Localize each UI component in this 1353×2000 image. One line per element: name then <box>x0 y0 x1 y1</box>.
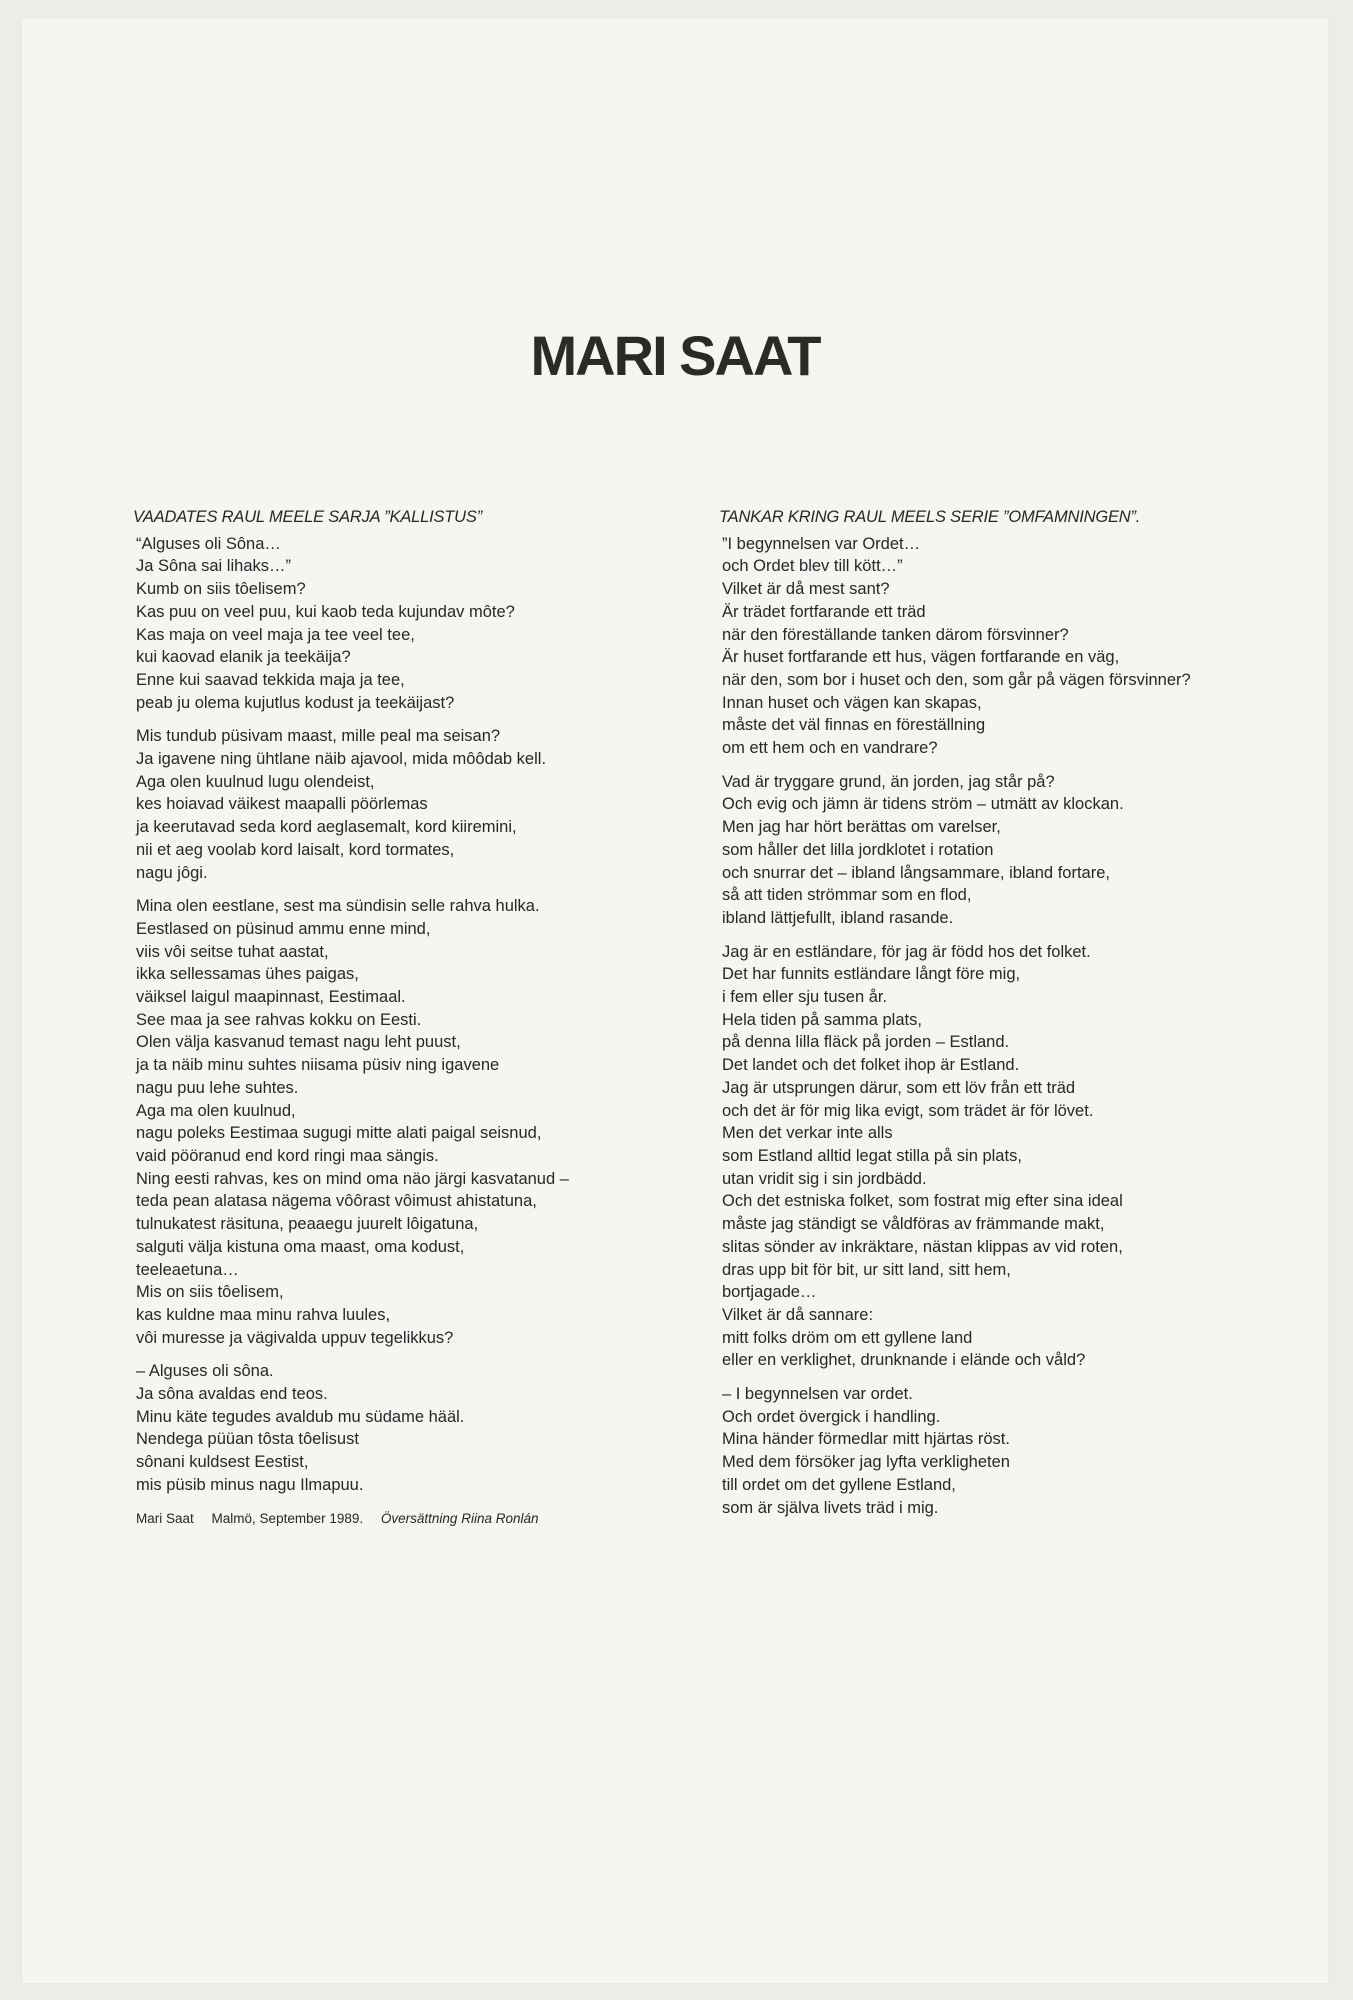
poem-line: ibland lättjefullt, ibland rasande. <box>722 908 954 927</box>
poem-line: kes hoiavad väikest maapalli pöörlemas <box>136 795 428 814</box>
poem-line: Med dem försöker jag lyfta verkligheten <box>722 1453 1010 1472</box>
poem-line: Är huset fortfarande ett hus, vägen fortfarande en väg, <box>722 648 1120 667</box>
poem-line: Vad är tryggare grund, än jorden, jag står på? <box>722 772 1055 791</box>
poem-line: sônani kuldsest Eestist, <box>136 1453 309 1472</box>
poem-line: Jag är utsprungen därur, som ett löv från ett träd <box>722 1078 1076 1097</box>
poem-line: Är trädet fortfarande ett träd <box>722 602 926 621</box>
poem-line: bortjagade… <box>722 1283 817 1302</box>
poem-line: ikka sellessamas ühes paigas, <box>136 965 359 984</box>
poem-line: See maa ja see rahvas kokku on Eesti. <box>136 1010 422 1029</box>
poem-line: nagu jôgi. <box>136 863 208 882</box>
poem-line: Enne kui saavad tekkida maja ja tee, <box>136 670 405 689</box>
poem-line: Det har funnits estländare långt före mig, <box>722 965 1021 984</box>
poem-line: Ning eesti rahvas, kes on mind oma näo järgi kasvatanud – <box>136 1169 569 1188</box>
poem-line: nagu puu lehe suhtes. <box>136 1078 299 1097</box>
poem-line: om ett hem och en vandrare? <box>722 739 938 758</box>
poem-line: viis vôi seitse tuhat aastat, <box>136 942 329 961</box>
poem-line: peab ju olema kujutlus kodust ja teekäijast? <box>136 693 455 712</box>
poem-line: Vilket är då mest sant? <box>722 580 890 599</box>
estonian-poem <box>133 506 696 1530</box>
poem-line: – I begynnelsen var ordet. <box>722 1385 913 1404</box>
poem-line: nagu poleks Eestimaa sugugi mitte alati paigal seisnud, <box>136 1124 542 1143</box>
poem-line: kui kaovad elanik ja teekäija? <box>136 648 351 667</box>
poem-line: mitt folks dröm om ett gyllene land <box>722 1328 973 1347</box>
poem-line: Kas maja on veel maja ja tee veel tee, <box>136 625 415 644</box>
poem-line: Aga olen kuulnud lugu olendeist, <box>136 772 375 791</box>
poem-line: Och ordet övergick i handling. <box>722 1407 941 1426</box>
stanza <box>722 771 1302 930</box>
poem-line: Ja Sôna sai lihaks…” <box>136 557 291 576</box>
poem-line: Men det verkar inte alls <box>722 1124 893 1143</box>
poem-line: när den föreställande tanken därom försvinner? <box>722 625 1069 644</box>
poem-line: eller en verklighet, drunknande i elände och våld? <box>722 1351 1086 1370</box>
poem-line: ja keerutavad seda kord aeglasemalt, kord kiiremini, <box>136 818 517 837</box>
poem-line: tulnukatest räsituna, peaaegu juurelt lôigatuna, <box>136 1215 479 1234</box>
poem-line: Vilket är då sannare: <box>722 1305 874 1324</box>
poem-line: Och evig och jämn är tidens ström – utmätt av klockan. <box>722 795 1124 814</box>
poem-line: dras upp bit för bit, ur sitt land, sitt hem, <box>722 1260 1011 1279</box>
swedish-poem-title: TANKAR KRING RAUL MEELS SERIE ”OMFAMNINGEN”. <box>719 508 1141 526</box>
stanza <box>136 725 696 884</box>
poem-line: och Ordet blev till kött…” <box>722 557 903 576</box>
stanza <box>722 533 1302 760</box>
stanza <box>136 895 696 1349</box>
poem-line: Men jag har hört berättas om varelser, <box>722 818 1001 837</box>
credit-place-date: Malmö, September 1989. <box>211 1510 364 1526</box>
poem-line: Ja igavene ning ühtlane näib ajavool, mida môôdab kell. <box>136 750 547 769</box>
poem-line: utan vridit sig i sin jordbädd. <box>722 1169 927 1188</box>
poem-line: som håller det lilla jordklotet i rotation <box>722 840 994 859</box>
poem-credit <box>136 1508 696 1531</box>
stanza <box>136 533 696 715</box>
stanza <box>136 1360 696 1496</box>
poem-line: så att tiden strömmar som en flod, <box>722 886 972 905</box>
poem-line: Hela tiden på samma plats, <box>722 1010 922 1029</box>
poem-line: Aga ma olen kuulnud, <box>136 1101 296 1120</box>
poem-line: Eestlased on püsinud ammu enne mind, <box>136 919 431 938</box>
poem-line: nii et aeg voolab kord laisalt, kord tormates, <box>136 840 455 859</box>
poem-line: Kas puu on veel puu, kui kaob teda kujundav môte? <box>136 602 515 621</box>
estonian-poem-body <box>136 533 696 1497</box>
poem-line: teeleaetuna… <box>136 1260 239 1279</box>
poem-line: som är själva livets träd i mig. <box>722 1498 939 1517</box>
poem-line: “Alguses oli Sôna… <box>136 534 281 553</box>
poem-line: Mina olen eestlane, sest ma sündisin selle rahva hulka. <box>136 897 540 916</box>
poem-line: Mina händer förmedlar mitt hjärtas röst. <box>722 1430 1010 1449</box>
poem-line: väiksel laigul maapinnast, Eestimaal. <box>136 988 406 1007</box>
poem-line: Jag är en estländare, för jag är född hos det folket. <box>722 942 1091 961</box>
credit-translation: Översättning Riina Ronlán <box>380 1510 539 1526</box>
poem-line: vôi muresse ja vägivalda uppuv tegelikkus? <box>136 1328 454 1347</box>
paper-sheet <box>22 18 1328 1983</box>
poem-line: i fem eller sju tusen år. <box>722 988 888 1007</box>
poem-line: ”I begynnelsen var Ordet… <box>722 534 921 553</box>
poem-line: när den, som bor i huset och den, som går på vägen försvinner? <box>722 670 1191 689</box>
poem-line: och det är för mig lika evigt, som trädet är för lövet. <box>722 1101 1094 1120</box>
poem-line: salguti välja kistuna oma maast, oma kodust, <box>136 1237 465 1256</box>
swedish-poem-body <box>722 533 1302 1520</box>
poem-line: Och det estniska folket, som fostrat mig efter sina ideal <box>722 1192 1123 1211</box>
poem-line: Mis on siis tôelisem, <box>136 1283 284 1302</box>
poem-line: vaid pööranud end kord ringi maa sängis. <box>136 1146 439 1165</box>
poem-line: Innan huset och vägen kan skapas, <box>722 693 982 712</box>
poem-line: – Alguses oli sôna. <box>136 1362 274 1381</box>
poem-line: Minu käte tegudes avaldub mu südame hääl. <box>136 1407 465 1426</box>
poem-line: på denna lilla fläck på jorden – Estland. <box>722 1033 1010 1052</box>
poem-line: måste jag ständigt se våldföras av främmande makt, <box>722 1215 1105 1234</box>
poem-line: Olen välja kasvanud temast nagu leht puust, <box>136 1033 461 1052</box>
credit-author: Mari Saat <box>136 1510 194 1526</box>
estonian-poem-title: VAADATES RAUL MEELE SARJA ”KALLISTUS” <box>133 508 482 526</box>
poem-line: och snurrar det – ibland långsammare, ibland fortare, <box>722 863 1110 882</box>
poem-line: Mis tundub püsivam maast, mille peal ma seisan? <box>136 727 501 746</box>
swedish-poem <box>719 506 1302 1530</box>
poem-line: Det landet och det folket ihop är Estland. <box>722 1056 1020 1075</box>
stanza <box>722 1383 1302 1519</box>
page-title: MARI SAAT <box>530 324 820 387</box>
poem-line: Kumb on siis tôelisem? <box>136 580 306 599</box>
poem-line: måste det väl finnas en föreställning <box>722 716 986 735</box>
poem-line: ja ta näib minu suhtes niisama püsiv ning igavene <box>136 1056 500 1075</box>
poem-line: som Estland alltid legat stilla på sin plats, <box>722 1146 1022 1165</box>
poem-line: Ja sôna avaldas end teos. <box>136 1385 328 1404</box>
poem-line: slitas sönder av inkräktare, nästan klippas av vid roten, <box>722 1237 1123 1256</box>
poem-line: kas kuldne maa minu rahva luules, <box>136 1305 391 1324</box>
poem-line: mis püsib minus nagu Ilmapuu. <box>136 1475 364 1494</box>
poem-line: Nendega püüan tôsta tôelisust <box>136 1430 359 1449</box>
poem-line: teda pean alatasa nägema vôôrast vôimust ahistatuna, <box>136 1192 537 1211</box>
poem-line: till ordet om det gyllene Estland, <box>722 1475 956 1494</box>
stanza <box>722 941 1302 1372</box>
